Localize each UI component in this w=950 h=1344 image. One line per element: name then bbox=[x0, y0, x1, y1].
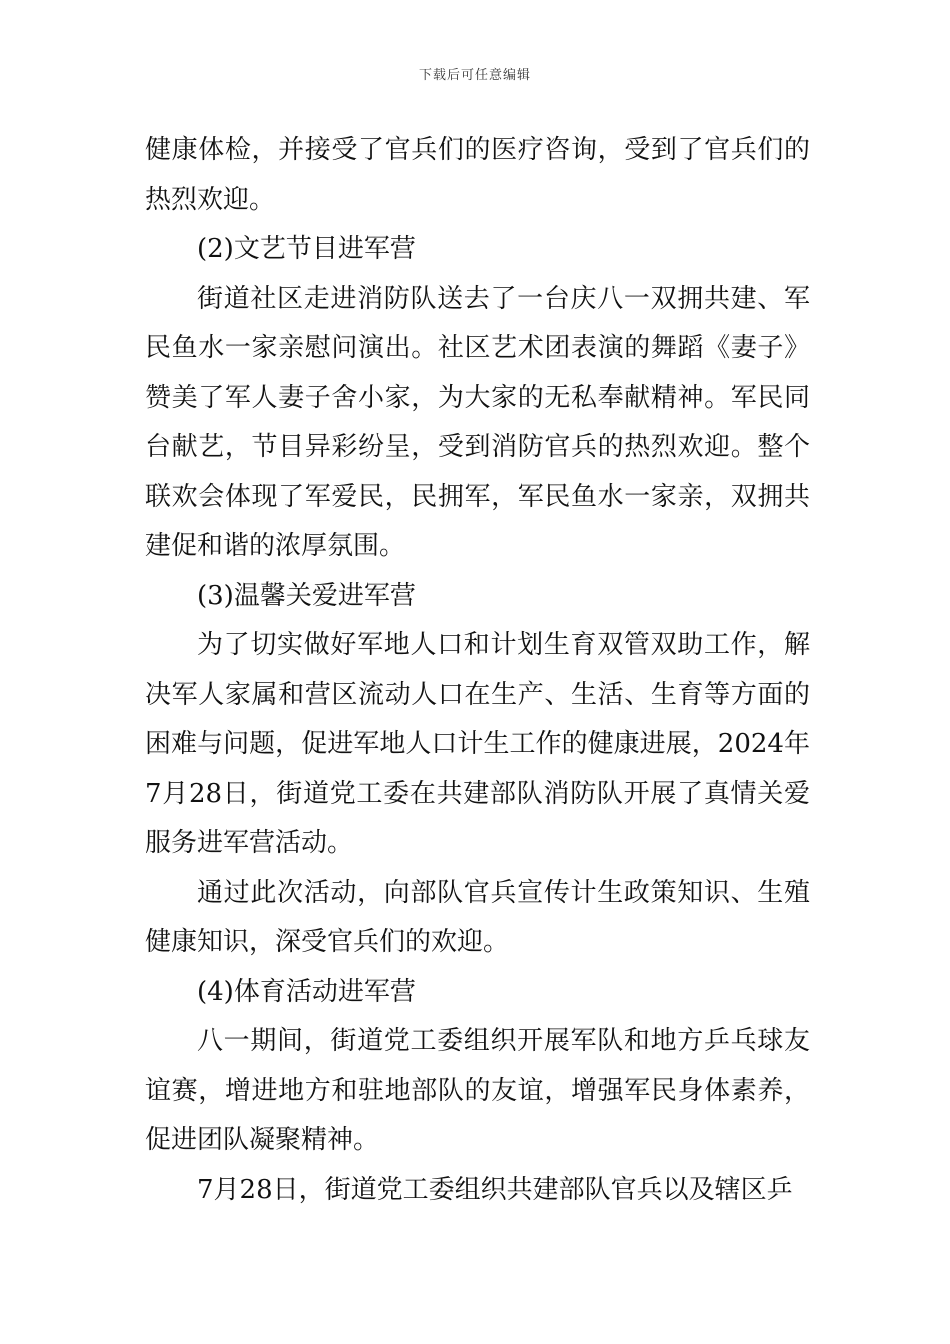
paragraph-care: 为了切实做好军地人口和计划生育双管双助工作，解决军人家属和营区流动人口在生产、生活、生育等方面的困难与问题，促进军地人口计生工作的健康进展，2024年7月28日，街道党工委在共建部队消防队开展了真情关爱服务进军营活动。 bbox=[145, 630, 810, 858]
page-header: 下载后可任意编辑 bbox=[418, 68, 531, 83]
section-heading-care: (3)温馨关爱进军营 bbox=[197, 580, 416, 611]
section-heading-culture: (2)文艺节目进军营 bbox=[197, 234, 416, 264]
document-body bbox=[145, 126, 810, 1215]
section-heading-sports: (4)体育活动进军营 bbox=[197, 976, 416, 1007]
paragraph-culture: 街道社区走进消防队送去了一台庆八一双拥共建、军民鱼水一家亲慰问演出。社区艺术团表演的舞蹈《妻子》赞美了军人妻子舍小家，为大家的无私奉献精神。军民同台献艺，节目异彩纷呈，受到消防官兵的热烈欢迎。整个联欢会体现了军爱民，民拥军，军民鱼水一家亲，双拥共建促和谐的浓厚氛围。 bbox=[145, 283, 810, 561]
paragraph-sports-date: 7月28日，街道党工委组织共建部队官兵以及辖区乒 bbox=[197, 1174, 793, 1205]
paragraph-continued: 健康体检，并接受了官兵们的医疗咨询，受到了官兵们的热烈欢迎。 bbox=[145, 135, 810, 215]
paragraph-care-result: 通过此次活动，向部队官兵宣传计生政策知识、生殖健康知识，深受官兵们的欢迎。 bbox=[145, 877, 810, 957]
paragraph-sports: 八一期间，街道党工委组织开展军队和地方乒乓球友谊赛，增进地方和驻地部队的友谊，增强军民身体素养，促进团队凝聚精神。 bbox=[145, 1026, 810, 1155]
